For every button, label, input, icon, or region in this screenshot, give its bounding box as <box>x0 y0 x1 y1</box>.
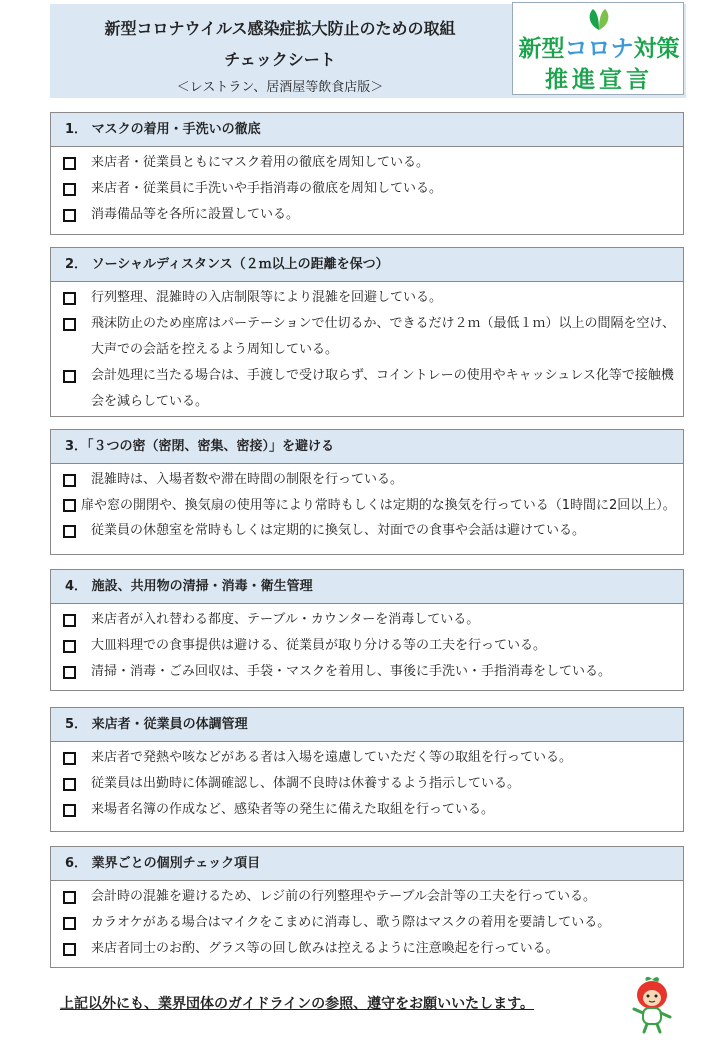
checklist-item[interactable]: 混雑時は、入場者数や滞在時間の制限を行っている。 <box>51 467 683 493</box>
section-mask-handwash <box>50 112 684 235</box>
checkbox-icon[interactable] <box>63 891 76 904</box>
logo-line1: 新型コロナ対策 <box>518 36 680 62</box>
checklist-item[interactable]: 従業員は出勤時に体調確認し、体調不良時は休養するよう指示している。 <box>51 771 683 797</box>
section-three-cs <box>50 429 684 555</box>
checklist-item[interactable]: 来店者・従業員に手洗いや手指消毒の徹底を周知している。 <box>51 176 683 202</box>
checklist-item[interactable]: 会計時の混雑を避けるため、レジ前の行列整理やテーブル会計等の工夫を行っている。 <box>51 884 683 910</box>
checkbox-icon[interactable] <box>63 474 76 487</box>
footer-note: 上記以外にも、業界団体のガイドラインの参照、遵守をお願いいたします。 <box>60 996 535 1012</box>
checklist-item[interactable]: 来店者同士のお酌、グラス等の回し飲みは控えるように注意喚起を行っている。 <box>51 936 683 962</box>
checkbox-icon[interactable] <box>63 752 76 765</box>
checkbox-icon[interactable] <box>63 499 76 512</box>
checklist-item[interactable]: カラオケがある場合はマイクをこまめに消毒し、歌う際はマスクの着用を要請している。 <box>51 910 683 936</box>
checkbox-icon[interactable] <box>63 370 76 383</box>
section-heading: 4． 施設、共用物の清掃・消毒・衛生管理 <box>51 570 683 604</box>
checklist-item[interactable]: 行列整理、混雑時の入店制限等により混雑を回避している。 <box>51 285 683 311</box>
checkbox-icon[interactable] <box>63 614 76 627</box>
checkbox-icon[interactable] <box>63 318 76 331</box>
section-health <box>50 707 684 832</box>
checklist-item[interactable]: 清掃・消毒・ごみ回収は、手袋・マスクを着用し、事後に手洗い・手指消毒をしている。 <box>51 659 683 685</box>
checkbox-icon[interactable] <box>63 666 76 679</box>
checkbox-icon[interactable] <box>63 804 76 817</box>
section-social-distance <box>50 247 684 417</box>
page-subtitle: チェックシート <box>224 50 336 69</box>
section-industry-specific <box>50 846 684 968</box>
section-heading: 2． ソーシャルディスタンス（２ｍ以上の距離を保つ） <box>51 248 683 282</box>
checklist-item[interactable]: 来店者で発熱や咳などがある者は入場を遠慮していただく等の取組を行っている。 <box>51 745 683 771</box>
checkbox-icon[interactable] <box>63 917 76 930</box>
section-heading: 6． 業界ごとの個別チェック項目 <box>51 847 683 881</box>
page-edition: ＜レストラン、居酒屋等飲食店版＞ <box>176 80 384 95</box>
checklist-item[interactable]: 消毒備品等を各所に設置している。 <box>51 202 683 228</box>
page-title: 新型コロナウイルス感染症拡大防止のための取組 <box>104 19 456 38</box>
checkbox-icon[interactable] <box>63 292 76 305</box>
checkbox-icon[interactable] <box>63 209 76 222</box>
logo-line2: 推進宣言 <box>545 67 653 93</box>
apple-mascot-icon <box>628 975 676 1035</box>
checkbox-icon[interactable] <box>63 525 76 538</box>
section-heading: 5． 来店者・従業員の体調管理 <box>51 708 683 742</box>
checklist-item[interactable]: 飛沫防止のため座席はパーテーションで仕切るか、できるだけ２ｍ（最低１ｍ）以上の間隔を空け、大声での会話を控えるよう周知している。 <box>51 311 683 363</box>
checklist-item[interactable]: 大皿料理での食事提供は避ける、従業員が取り分ける等の工夫を行っている。 <box>51 633 683 659</box>
section-heading: 3．「３つの密（密閉、密集、密接）」を避ける <box>51 430 683 464</box>
checklist-item[interactable]: 来場者名簿の作成など、感染者等の発生に備えた取組を行っている。 <box>51 797 683 823</box>
checkbox-icon[interactable] <box>63 157 76 170</box>
checkbox-icon[interactable] <box>63 640 76 653</box>
checklist-item[interactable]: 来店者が入れ替わる都度、テーブル・カウンターを消毒している。 <box>51 607 683 633</box>
checkbox-icon[interactable] <box>63 943 76 956</box>
section-heading: 1． マスクの着用・手洗いの徹底 <box>51 113 683 147</box>
checklist-item[interactable]: 来店者・従業員ともにマスク着用の徹底を周知している。 <box>51 150 683 176</box>
section-cleaning <box>50 569 684 691</box>
checklist-item[interactable]: 扉や窓の開閉や、換気扇の使用等により常時もしくは定期的な換気を行っている（1時間に2回以上）。 <box>51 493 683 518</box>
checkbox-icon[interactable] <box>63 183 76 196</box>
leaf-icon <box>585 7 613 31</box>
corona-measures-logo <box>512 2 684 95</box>
checkbox-icon[interactable] <box>63 778 76 791</box>
checklist-item[interactable]: 従業員の休憩室を常時もしくは定期的に換気し、対面での食事や会話は避けている。 <box>51 518 683 544</box>
checklist-item[interactable]: 会計処理に当たる場合は、手渡しで受け取らず、コイントレーの使用やキャッシュレス化等で接触機会を減らしている。 <box>51 363 683 415</box>
